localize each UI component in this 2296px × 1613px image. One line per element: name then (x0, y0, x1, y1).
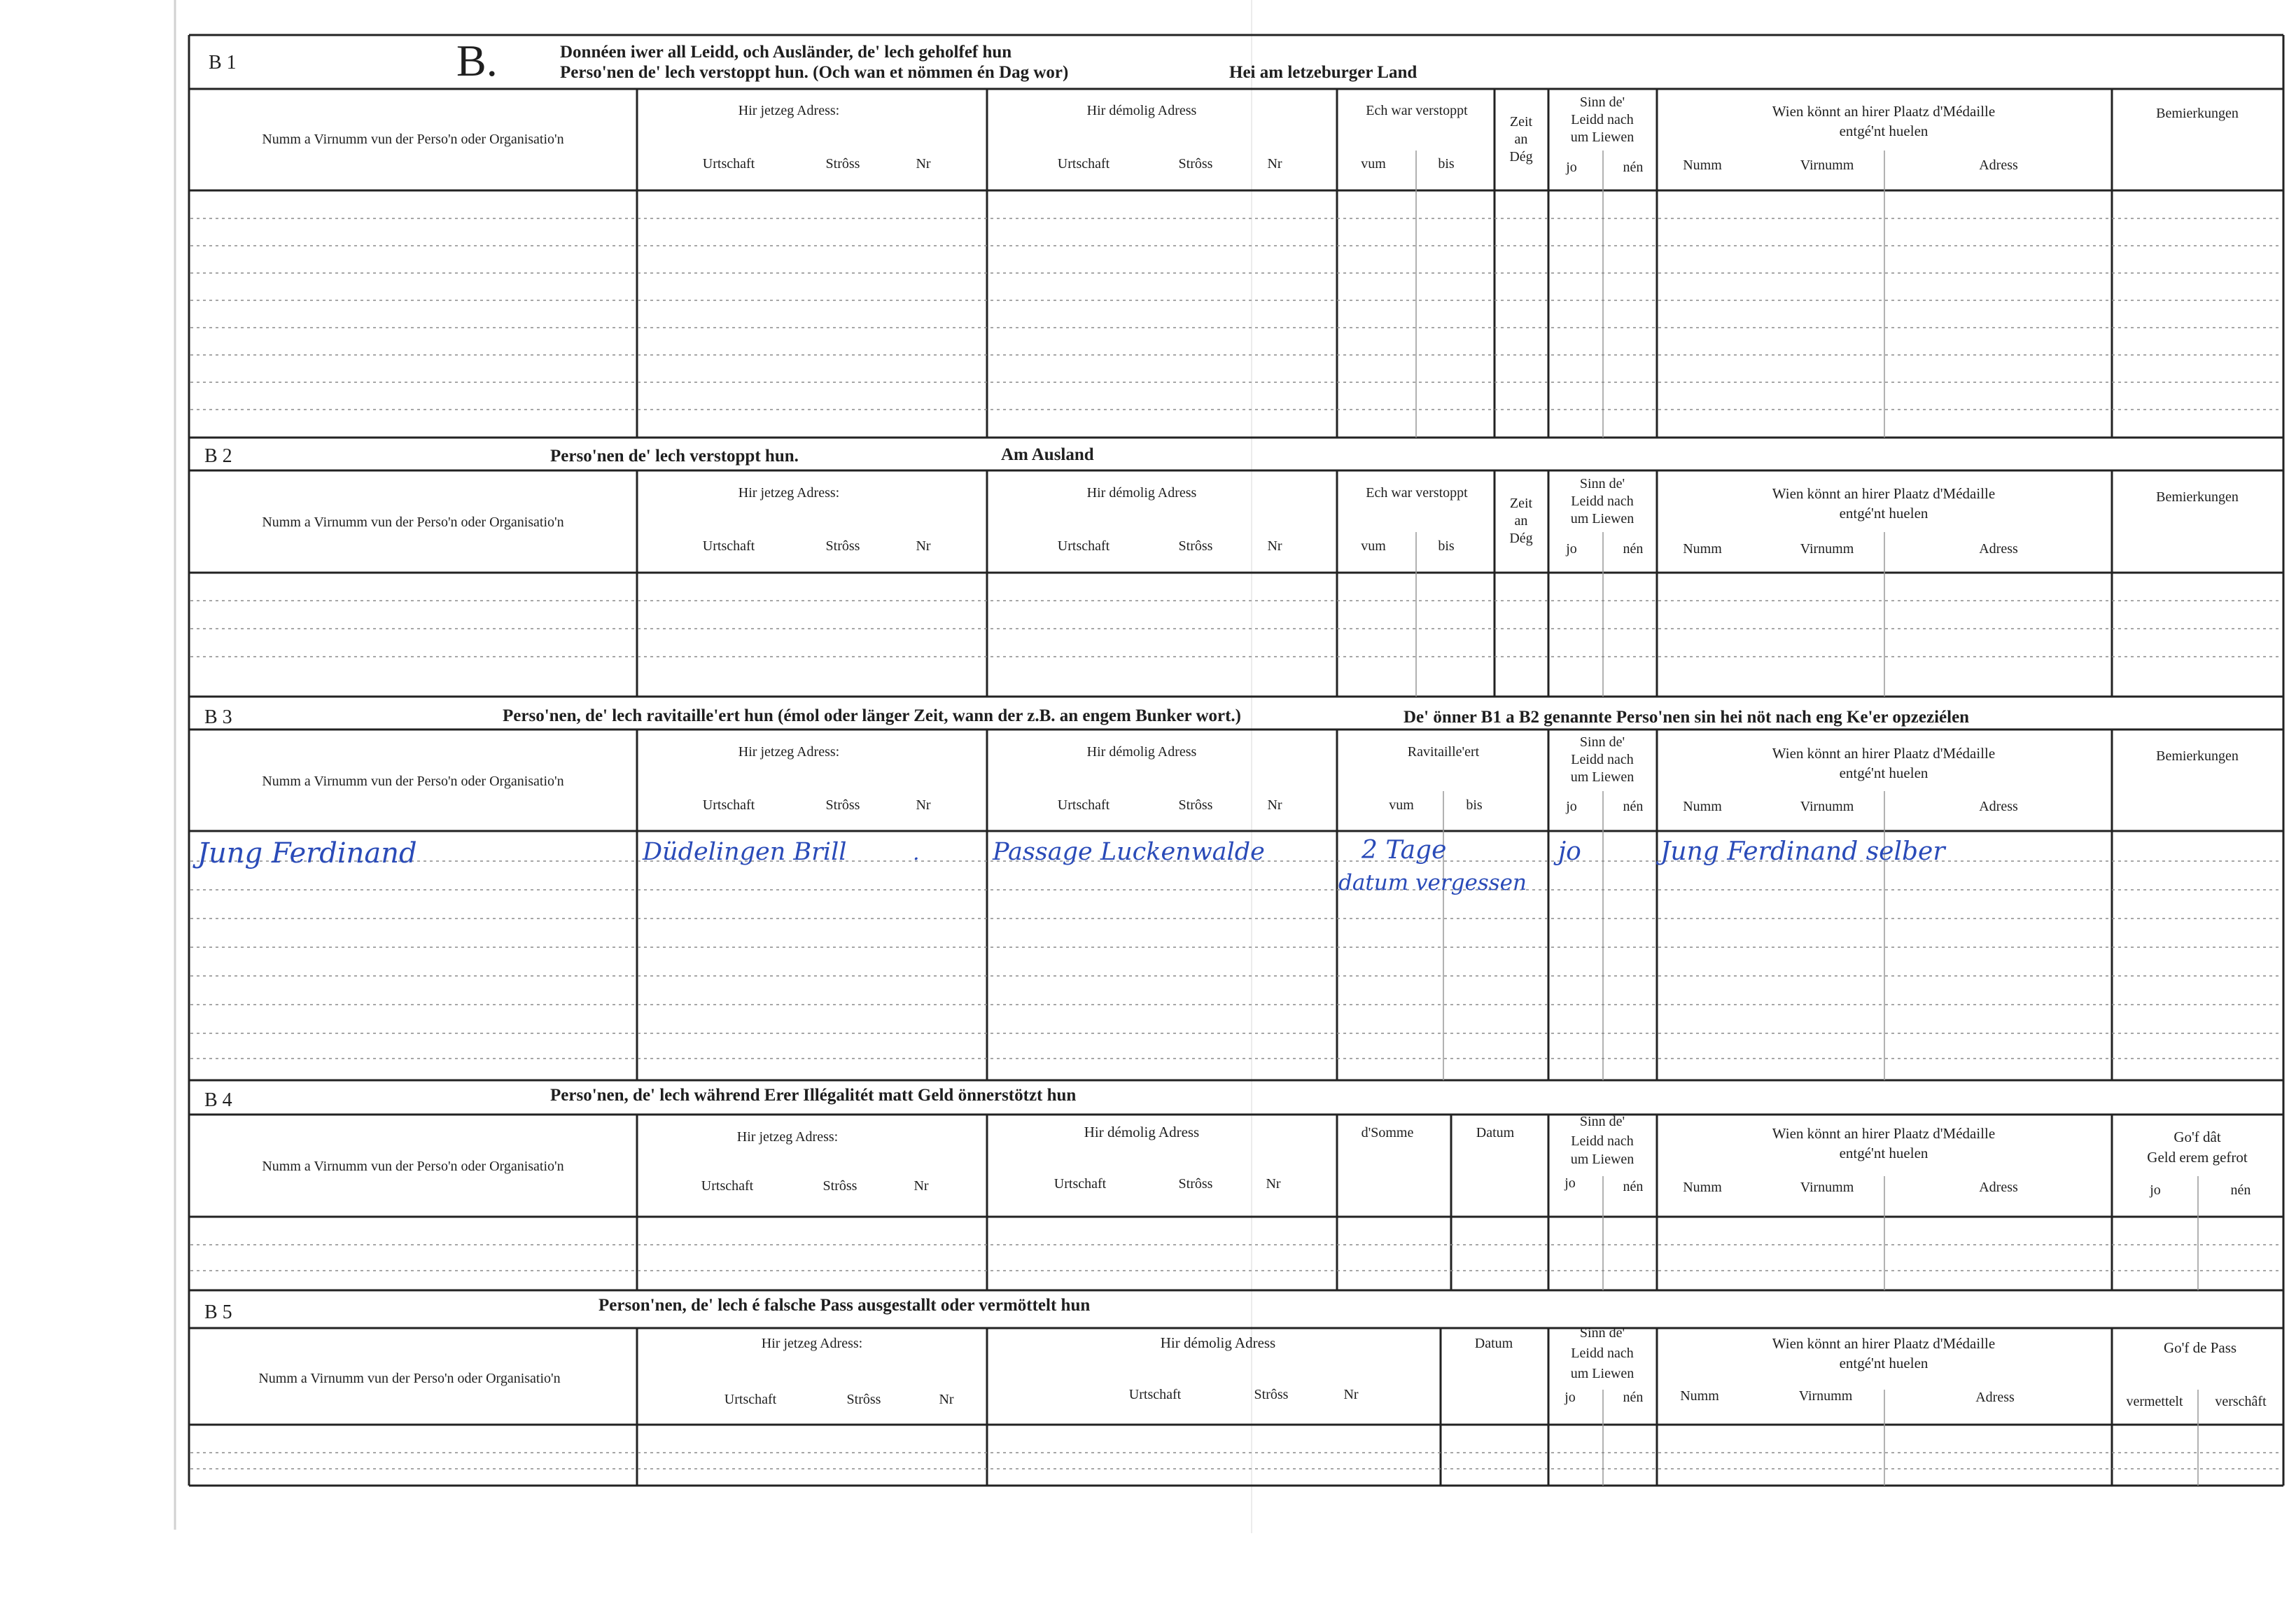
entry-current-address-dot: . (913, 841, 920, 865)
header-medal-2: entgé'nt huelen (1839, 123, 1928, 139)
header-jo: jo (1566, 160, 1577, 175)
header-stross: Strôss (1178, 797, 1213, 813)
header-adress: Adress (1975, 1390, 2015, 1405)
header-current-address: Hir jetzeg Adress: (738, 103, 840, 118)
header-numm: Numm (1683, 799, 1722, 814)
section-id-b3: B 3 (204, 706, 232, 728)
header-pass-issued: verschâft (2215, 1394, 2267, 1409)
header-nen: nén (1623, 1179, 1644, 1194)
header-days-1: Zeit (1509, 496, 1533, 511)
header-medal-1: Wien könnt an hirer Plaatz d'Médaille (1772, 103, 1996, 120)
header-stross: Strôss (825, 538, 860, 554)
header-former-address: Hir démolig Adress (1160, 1334, 1276, 1351)
header-remarks: Bemierkungen (2156, 748, 2239, 764)
header-numm: Numm (1680, 1388, 1719, 1404)
header-days-3: Dég (1509, 531, 1533, 546)
header-nr: Nr (1266, 1176, 1281, 1192)
b1-title-line1: Donnéen iwer all Leidd, och Ausländer, de' lech geholfef hun (560, 43, 1012, 62)
entry-name: Jung Ferdinand (197, 837, 417, 870)
section-b1 (189, 35, 2283, 438)
header-medal-2: entgé'nt huelen (1839, 505, 1928, 522)
b4-title: Perso'nen, de' lech während Erer Illégalitét matt Geld önnerstötzt hun (550, 1086, 1077, 1105)
header-alive-3: um Liewen (1570, 1152, 1634, 1167)
header-stross: Strôss (1254, 1387, 1289, 1402)
header-vum: vum (1389, 797, 1414, 813)
header-former-address: Hir démolig Adress (1086, 103, 1197, 118)
header-virnumm: Virnumm (1800, 1180, 1854, 1195)
header-alive-1: Sinn de' (1579, 1114, 1625, 1129)
header-nr: Nr (913, 1178, 929, 1194)
header-stross: Strôss (1178, 538, 1213, 554)
header-name: Numm a Virnumm vun der Perso'n oder Organisatio'n (262, 774, 564, 789)
header-amount: d'Somme (1361, 1125, 1414, 1140)
header-former-address: Hir démolig Adress (1086, 485, 1197, 501)
header-jo: jo (1564, 1175, 1576, 1191)
header-alive-1: Sinn de' (1579, 734, 1625, 750)
header-alive-3: um Liewen (1570, 769, 1634, 785)
entry-former-address: Passage Luckenwalde (993, 838, 1265, 866)
header-urtschaft: Urtschaft (1057, 538, 1110, 554)
header-nen: nén (1623, 541, 1644, 557)
header-adress: Adress (1979, 799, 2018, 814)
header-hidden: Ech war verstoppt (1366, 485, 1468, 501)
header-nr: Nr (916, 538, 931, 554)
header-stross: Strôss (1178, 156, 1213, 172)
header-stross: Strôss (825, 156, 860, 172)
header-numm: Numm (1683, 541, 1722, 557)
header-nr: Nr (1343, 1387, 1359, 1402)
header-days-1: Zeit (1509, 114, 1533, 130)
header-vum: vum (1361, 538, 1386, 554)
entry-period-line1: 2 Tage (1362, 836, 1447, 865)
header-nen: nén (1623, 160, 1644, 175)
header-money-jo: jo (2150, 1182, 2161, 1198)
header-urtschaft: Urtschaft (724, 1392, 777, 1407)
header-date: Datum (1474, 1336, 1513, 1351)
header-alive-3: um Liewen (1570, 511, 1634, 526)
header-alive-2: Leidd nach (1571, 494, 1634, 509)
header-days-2: an (1514, 513, 1528, 529)
header-name: Numm a Virnumm vun der Perso'n oder Organisatio'n (258, 1371, 561, 1386)
entry-current-address: Düdelingen Brill (643, 838, 847, 866)
header-alive-2: Leidd nach (1571, 752, 1634, 767)
header-virnumm: Virnumm (1800, 541, 1854, 557)
header-current-address: Hir jetzeg Adress: (761, 1336, 863, 1351)
header-money-1: Go'f dât (2174, 1129, 2221, 1145)
header-adress: Adress (1979, 158, 2018, 173)
header-adress: Adress (1979, 541, 2018, 557)
header-urtschaft: Urtschaft (701, 1178, 754, 1194)
header-nr: Nr (939, 1392, 954, 1407)
entry-medal-recipient: Jung Ferdinand selber (1660, 837, 1945, 866)
header-days-2: an (1514, 132, 1528, 147)
header-nr: Nr (1267, 156, 1282, 172)
header-stross: Strôss (822, 1178, 858, 1194)
header-urtschaft: Urtschaft (702, 797, 755, 813)
header-medal-1: Wien könnt an hirer Plaatz d'Médaille (1772, 1335, 1996, 1352)
entry-alive: jo (1558, 837, 1581, 866)
header-jo: jo (1566, 541, 1577, 557)
header-nr: Nr (916, 156, 931, 172)
header-nr: Nr (916, 797, 931, 813)
header-urtschaft: Urtschaft (1054, 1176, 1107, 1192)
header-stross: Strôss (825, 797, 860, 813)
header-nen: nén (1623, 799, 1644, 814)
header-stross: Strôss (846, 1392, 881, 1407)
b2-title: Perso'nen de' lech verstoppt hun. (550, 447, 799, 466)
header-numm: Numm (1683, 1180, 1722, 1195)
header-supplied: Ravitaille'ert (1407, 744, 1480, 760)
header-vum: vum (1361, 156, 1386, 172)
header-pass-title: Go'f de Pass (2163, 1339, 2237, 1356)
header-hidden: Ech war verstoppt (1366, 103, 1468, 118)
b5-title: Person'nen, de' lech é falsche Pass ausgestallt oder vermöttelt hun (598, 1296, 1091, 1315)
header-urtschaft: Urtschaft (1057, 156, 1110, 172)
header-virnumm: Virnumm (1800, 799, 1854, 814)
b3-title: Perso'nen, de' lech ravitaille'ert hun (émol oder länger Zeit, wann der z.B. an engem Bunker wort.) (503, 706, 1242, 725)
header-nr: Nr (1267, 797, 1282, 813)
header-alive-1: Sinn de' (1579, 95, 1625, 110)
header-current-address: Hir jetzeg Adress: (738, 744, 840, 760)
header-days-3: Dég (1509, 149, 1533, 165)
b1-title-line2: Perso'nen de' lech verstoppt hun. (Och wan et nömmen én Dag wor) (560, 63, 1069, 82)
header-medal-2: entgé'nt huelen (1839, 1145, 1928, 1161)
section-b5 (189, 1290, 2283, 1486)
header-alive-3: um Liewen (1570, 1366, 1634, 1381)
section-id-b4: B 4 (204, 1089, 232, 1111)
header-remarks: Bemierkungen (2156, 106, 2239, 121)
header-name: Numm a Virnumm vun der Perso'n oder Organisatio'n (262, 515, 564, 530)
header-alive-1: Sinn de' (1579, 476, 1625, 491)
b2-subtitle: Am Ausland (1001, 445, 1094, 464)
section-id-b2: B 2 (204, 445, 232, 467)
b1-subtitle: Hei am letzeburger Land (1229, 63, 1418, 82)
form-letter: B. (456, 36, 498, 85)
header-money-nen: nén (2230, 1182, 2251, 1198)
header-current-address: Hir jetzeg Adress: (736, 1129, 839, 1145)
header-medal-1: Wien könnt an hirer Plaatz d'Médaille (1772, 1125, 1996, 1142)
header-pass-arranged: vermettelt (2126, 1394, 2183, 1409)
section-b4 (189, 1080, 2283, 1290)
header-jo: jo (1564, 1390, 1576, 1405)
header-stross: Strôss (1178, 1176, 1213, 1192)
header-remarks: Bemierkungen (2156, 489, 2239, 505)
header-medal-1: Wien könnt an hirer Plaatz d'Médaille (1772, 485, 1996, 502)
header-money-2: Geld erem gefrot (2147, 1149, 2248, 1166)
header-former-address: Hir démolig Adress (1084, 1124, 1200, 1140)
section-id-b5: B 5 (204, 1301, 232, 1323)
header-name: Numm a Virnumm vun der Perso'n oder Organisatio'n (262, 1159, 564, 1174)
header-urtschaft: Urtschaft (1128, 1387, 1182, 1402)
header-medal-1: Wien könnt an hirer Plaatz d'Médaille (1772, 745, 1996, 762)
header-former-address: Hir démolig Adress (1086, 744, 1197, 760)
header-alive-3: um Liewen (1570, 130, 1634, 145)
header-medal-2: entgé'nt huelen (1839, 764, 1928, 781)
header-alive-2: Leidd nach (1571, 1346, 1634, 1361)
header-jo: jo (1566, 799, 1577, 814)
header-current-address: Hir jetzeg Adress: (738, 485, 840, 501)
header-virnumm: Virnumm (1798, 1388, 1853, 1404)
header-bis: bis (1438, 156, 1455, 172)
header-bis: bis (1438, 538, 1455, 554)
entry-period-line2: datum vergessen (1338, 870, 1527, 895)
header-medal-2: entgé'nt huelen (1839, 1355, 1928, 1371)
header-virnumm: Virnumm (1800, 158, 1854, 173)
header-date: Datum (1476, 1125, 1515, 1140)
header-urtschaft: Urtschaft (702, 538, 755, 554)
header-urtschaft: Urtschaft (702, 156, 755, 172)
header-alive-1: Sinn de' (1579, 1325, 1625, 1341)
header-alive-2: Leidd nach (1571, 112, 1634, 127)
section-b2 (189, 438, 2283, 697)
b3-subtitle: De' önner B1 a B2 genannte Perso'nen sin hei nöt nach eng Ke'er opzeziélen (1404, 708, 1970, 727)
section-b3 (189, 697, 2283, 1080)
b3-entry-row (192, 836, 1946, 895)
header-nr: Nr (1267, 538, 1282, 554)
header-urtschaft: Urtschaft (1057, 797, 1110, 813)
header-alive-2: Leidd nach (1571, 1133, 1634, 1149)
header-numm: Numm (1683, 158, 1722, 173)
header-name: Numm a Virnumm vun der Perso'n oder Organisatio'n (262, 132, 564, 147)
section-id-b1: B 1 (209, 52, 237, 74)
header-adress: Adress (1979, 1180, 2018, 1195)
header-bis: bis (1466, 797, 1483, 813)
header-nen: nén (1623, 1390, 1644, 1405)
